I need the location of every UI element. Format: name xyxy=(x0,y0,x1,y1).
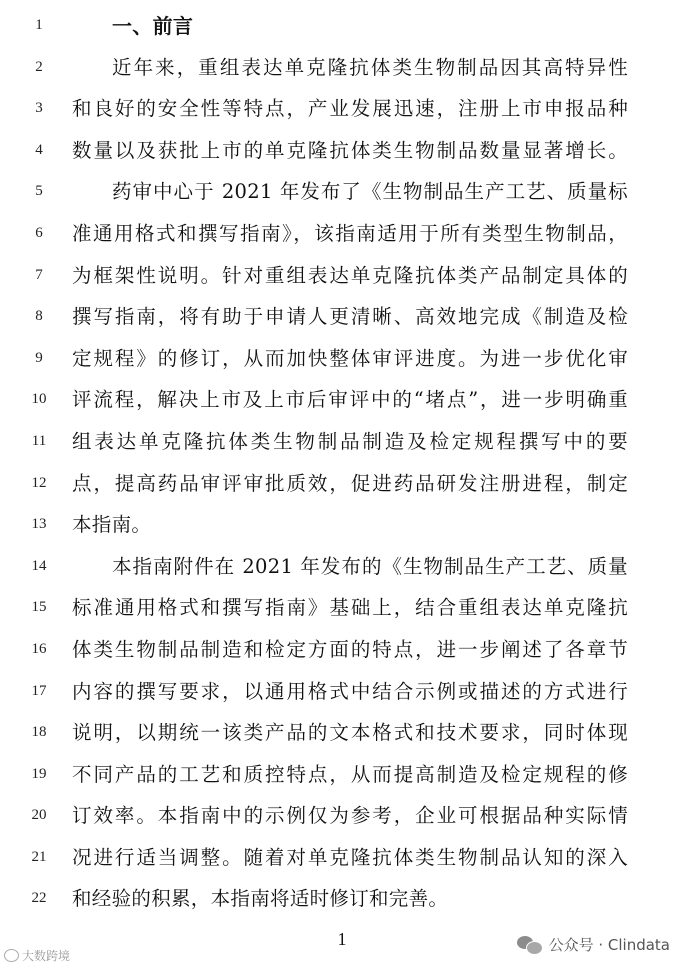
document-line xyxy=(0,466,684,508)
line-number: 22 xyxy=(31,890,47,907)
line-text: 内容的撰写要求，以通用格式中结合示例或描述的方式进行 xyxy=(72,679,628,703)
watermark-right-text: 公众号 · Clindata xyxy=(548,936,670,954)
line-number: 12 xyxy=(31,474,47,491)
line-number: 10 xyxy=(31,391,47,408)
document-line xyxy=(0,424,684,466)
line-number: 15 xyxy=(31,599,47,616)
line-text: 不同产品的工艺和质控特点，从而提高制造及检定规程的修 xyxy=(72,762,628,786)
line-text: 定规程》的修订，从而加快整体审评进度。为进一步优化审 xyxy=(72,346,628,370)
document-line xyxy=(0,674,684,716)
line-number: 4 xyxy=(35,141,43,158)
document-line xyxy=(0,715,684,757)
line-number: 5 xyxy=(35,183,43,200)
watermark-left-text: 大数跨境 xyxy=(22,949,71,963)
page-number: 1 xyxy=(337,929,347,949)
line-text: 近年来，重组表达单克隆抗体类生物制品因其高特异性 xyxy=(112,55,628,79)
line-text: 数量以及获批上市的单克隆抗体类生物制品数量显著增长。 xyxy=(72,138,628,162)
line-text: 和经验的积累，本指南将适时修订和完善。 xyxy=(72,887,449,911)
line-text: 订效率。本指南中的示例仅为参考，企业可根据品种实际情 xyxy=(72,804,628,828)
document-line xyxy=(0,8,684,50)
document-line xyxy=(0,840,684,882)
line-number: 16 xyxy=(31,640,47,657)
line-text: 撰写指南，将有助于申请人更清晰、高效地完成《制造及检 xyxy=(72,305,628,329)
line-number: 21 xyxy=(31,848,47,865)
line-number: 1 xyxy=(35,17,43,33)
line-number: 17 xyxy=(31,682,47,699)
line-text: 和良好的安全性等特点，产业发展迅速，注册上市申报品种 xyxy=(72,97,628,121)
document-line xyxy=(0,133,684,175)
line-text: 本指南附件在 2021 年发布的《生物制品生产工艺、质量 xyxy=(112,554,628,578)
line-number: 2 xyxy=(35,58,43,75)
line-number: 13 xyxy=(31,516,47,533)
watermark-left xyxy=(4,947,70,964)
document-line xyxy=(0,341,684,383)
line-number: 6 xyxy=(35,224,43,241)
line-text: 说明，以期统一该类产品的文本格式和技术要求，同时体现 xyxy=(72,721,628,745)
document-line xyxy=(0,299,684,341)
line-text: 评流程，解决上市及上市后审评中的“堵点”，进一步明确重 xyxy=(72,388,628,412)
document-line xyxy=(0,549,684,591)
document-line xyxy=(0,91,684,133)
document-line xyxy=(0,258,684,300)
line-text: 准通用格式和撰写指南》，该指南适用于所有类型生物制品， xyxy=(72,221,628,245)
document-line xyxy=(0,382,684,424)
document-line xyxy=(0,216,684,258)
line-text: 标准通用格式和撰写指南》基础上，结合重组表达单克隆抗 xyxy=(72,596,628,620)
line-number: 20 xyxy=(31,807,47,824)
document-line xyxy=(0,798,684,840)
document-line xyxy=(0,507,684,549)
document-line xyxy=(0,590,684,632)
line-text: 药审中心于 2021 年发布了《生物制品生产工艺、质量标 xyxy=(112,180,628,204)
text-lines xyxy=(0,8,684,923)
line-text: 点，提高药品审评审批质效，促进药品研发注册进程，制定 xyxy=(72,471,628,495)
line-number: 14 xyxy=(31,557,47,574)
document-line xyxy=(0,881,684,923)
line-text: 为框架性说明。针对重组表达单克隆抗体类产品制定具体的 xyxy=(72,263,628,287)
line-text: 组表达单克隆抗体类生物制品制造及检定规程撰写中的要 xyxy=(72,429,628,453)
document-line xyxy=(0,174,684,216)
line-text: 体类生物制品制造和检定方面的特点，进一步阐述了各章节 xyxy=(72,637,628,661)
line-number: 9 xyxy=(35,349,43,366)
section-heading: 一、前言 xyxy=(112,14,194,38)
line-number: 8 xyxy=(35,308,43,325)
line-number: 18 xyxy=(31,724,47,741)
line-text: 本指南。 xyxy=(72,513,152,537)
line-number: 11 xyxy=(31,432,47,449)
weibo-icon xyxy=(4,949,19,962)
watermark-right xyxy=(517,934,670,955)
document-line xyxy=(0,757,684,799)
document-line xyxy=(0,50,684,92)
line-text: 况进行适当调整。随着对单克隆抗体类生物制品认知的深入 xyxy=(72,845,628,869)
line-number: 7 xyxy=(35,266,43,283)
wechat-icon xyxy=(517,935,543,955)
document-line xyxy=(0,632,684,674)
line-number: 3 xyxy=(35,100,43,117)
line-number: 19 xyxy=(31,765,47,782)
